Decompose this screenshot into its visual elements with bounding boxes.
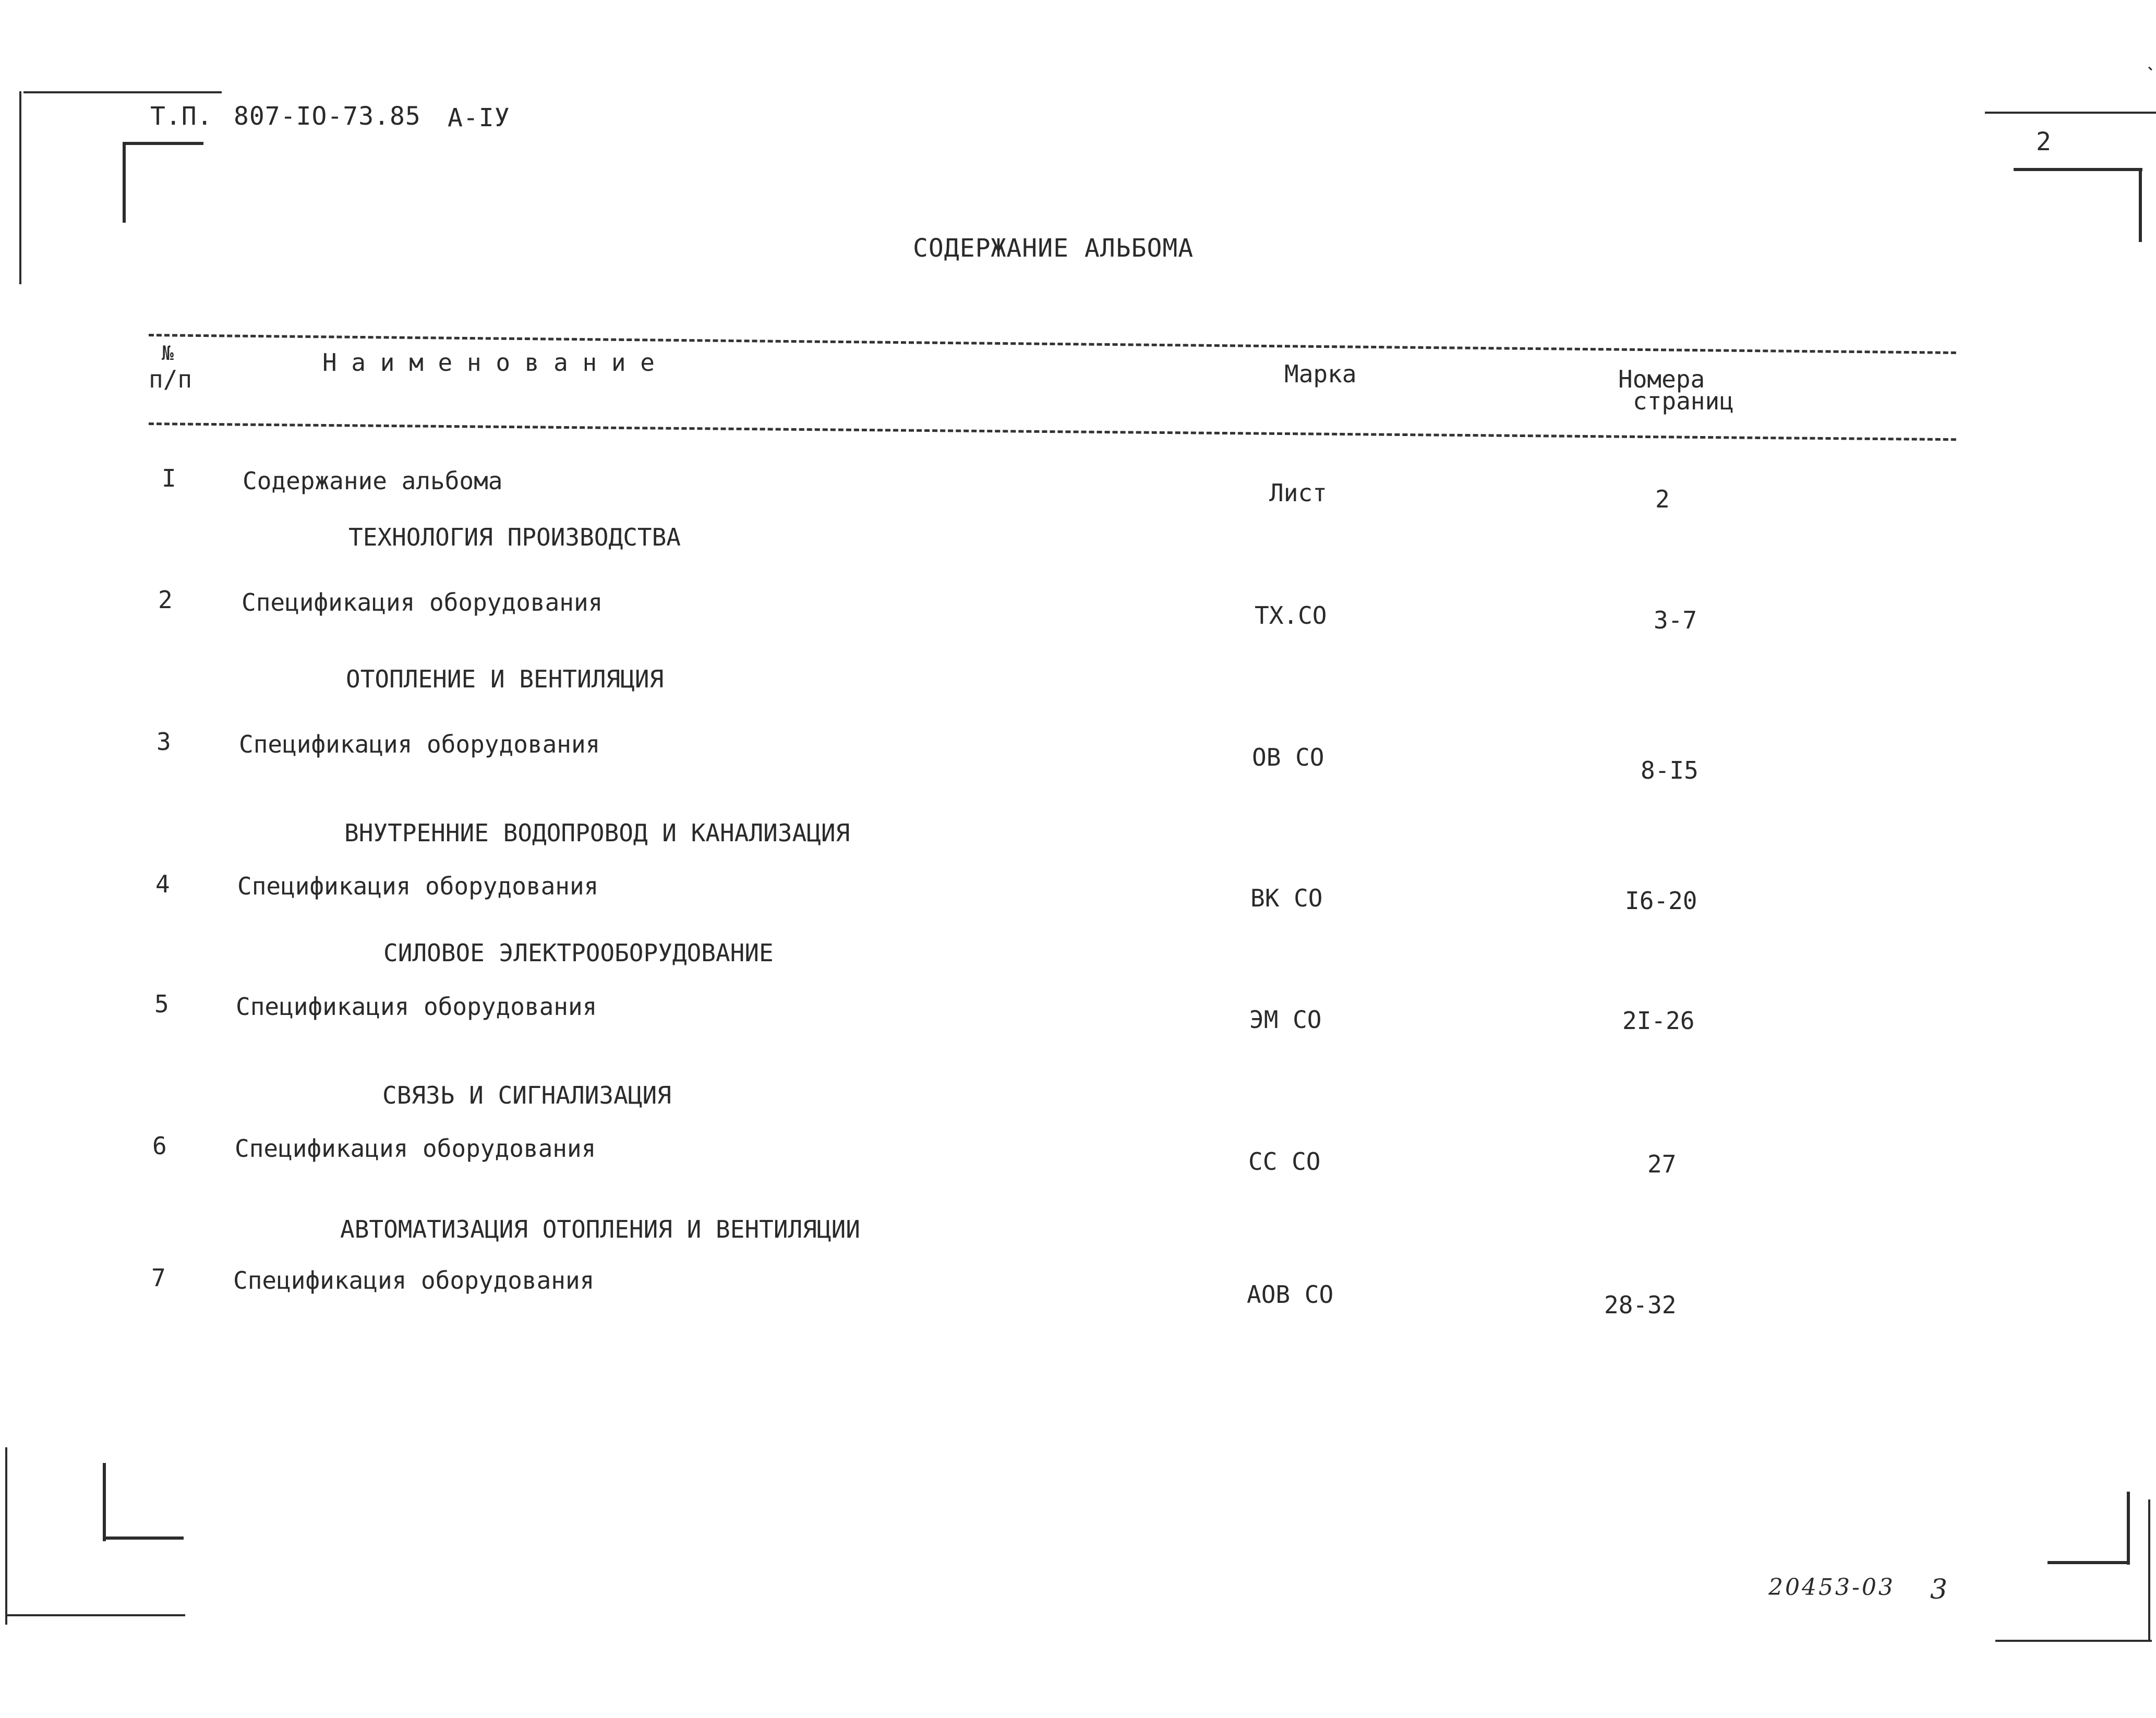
row-mark: ВК СО [1250, 884, 1323, 912]
row-name: Содержание альбома [243, 467, 503, 495]
corner-mark-top-left [123, 142, 203, 145]
row-name: Спецификация оборудования [233, 1266, 595, 1294]
row-pages: 8-I5 [1641, 756, 1699, 784]
row-mark: ЭМ СО [1249, 1006, 1322, 1034]
section-heading: СИЛОВОЕ ЭЛЕКТРООБОРУДОВАНИЕ [383, 939, 774, 967]
row-mark: АОВ СО [1247, 1280, 1334, 1309]
row-mark: СС СО [1248, 1147, 1321, 1176]
project-number: 807-IO-73.85 [234, 102, 421, 131]
col-header-pages-sub: страниц [1633, 387, 1734, 415]
tp-label: Т.П. [150, 102, 213, 131]
row-name: Спецификация оборудования [237, 872, 599, 900]
corner-mark-bottom-right [2127, 1492, 2130, 1565]
frame-line [5, 1614, 185, 1616]
frame-line [2148, 1499, 2150, 1640]
row-mark: ОВ СО [1252, 743, 1324, 771]
page-title: СОДЕРЖАНИЕ АЛЬБОМА [913, 234, 1194, 263]
col-header-no-sub: п/п [149, 365, 192, 393]
frame-line [2148, 67, 2152, 71]
row-name: Спецификация оборудования [242, 588, 603, 616]
frame-line [19, 91, 21, 284]
corner-mark-top-right [2014, 168, 2142, 171]
col-header-pages: Номера [1618, 365, 1705, 393]
corner-mark-top-left [123, 142, 126, 223]
frame-line [1985, 112, 2156, 114]
row-number: 6 [152, 1132, 167, 1160]
row-number: 5 [154, 990, 169, 1018]
row-name: Спецификация оборудования [235, 1134, 596, 1163]
col-header-no: № [162, 342, 174, 365]
sheet-number: 2 [2036, 127, 2052, 156]
section-heading: СВЯЗЬ И СИГНАЛИЗАЦИЯ [382, 1081, 671, 1109]
row-pages: 27 [1647, 1150, 1677, 1178]
row-mark: ТХ.СО [1255, 601, 1327, 630]
frame-line [5, 1447, 7, 1625]
row-number: I [162, 464, 176, 492]
corner-mark-bottom-left [103, 1536, 184, 1540]
row-pages: I6-20 [1625, 887, 1697, 915]
table-header-bottom-rule [149, 422, 1956, 441]
frame-line [23, 91, 222, 93]
frame-line [1995, 1640, 2152, 1642]
row-pages: 28-32 [1604, 1291, 1677, 1319]
corner-mark-top-right [2139, 168, 2142, 242]
inventory-number: 20453-03 [1768, 1574, 1895, 1601]
section-heading: ТЕХНОЛОГИЯ ПРОИЗВОДСТВА [348, 523, 681, 551]
row-number: 3 [156, 728, 171, 756]
row-number: 4 [155, 870, 170, 898]
row-name: Спецификация оборудования [239, 730, 600, 758]
section-heading: ВНУТРЕННИЕ ВОДОПРОВОД И КАНАЛИЗАЦИЯ [344, 819, 850, 847]
footer-page-number: 3 [1930, 1574, 1950, 1605]
col-header-name: Н а и м е н о в а н и е [322, 348, 655, 377]
album-code: А-IУ [448, 103, 510, 132]
row-name: Спецификация оборудования [236, 993, 597, 1021]
section-heading: АВТОМАТИЗАЦИЯ ОТОПЛЕНИЯ И ВЕНТИЛЯЦИИ [340, 1215, 860, 1243]
row-pages: 3-7 [1654, 606, 1697, 634]
row-mark: Лист [1269, 479, 1327, 507]
corner-mark-bottom-left [103, 1463, 106, 1541]
row-pages: 2I-26 [1622, 1007, 1695, 1035]
section-heading: ОТОПЛЕНИЕ И ВЕНТИЛЯЦИЯ [346, 665, 664, 693]
corner-mark-bottom-right [2047, 1561, 2130, 1564]
row-number: 2 [158, 586, 173, 614]
col-header-mark: Марка [1284, 360, 1357, 388]
row-pages: 2 [1655, 485, 1670, 513]
row-number: 7 [151, 1264, 166, 1292]
